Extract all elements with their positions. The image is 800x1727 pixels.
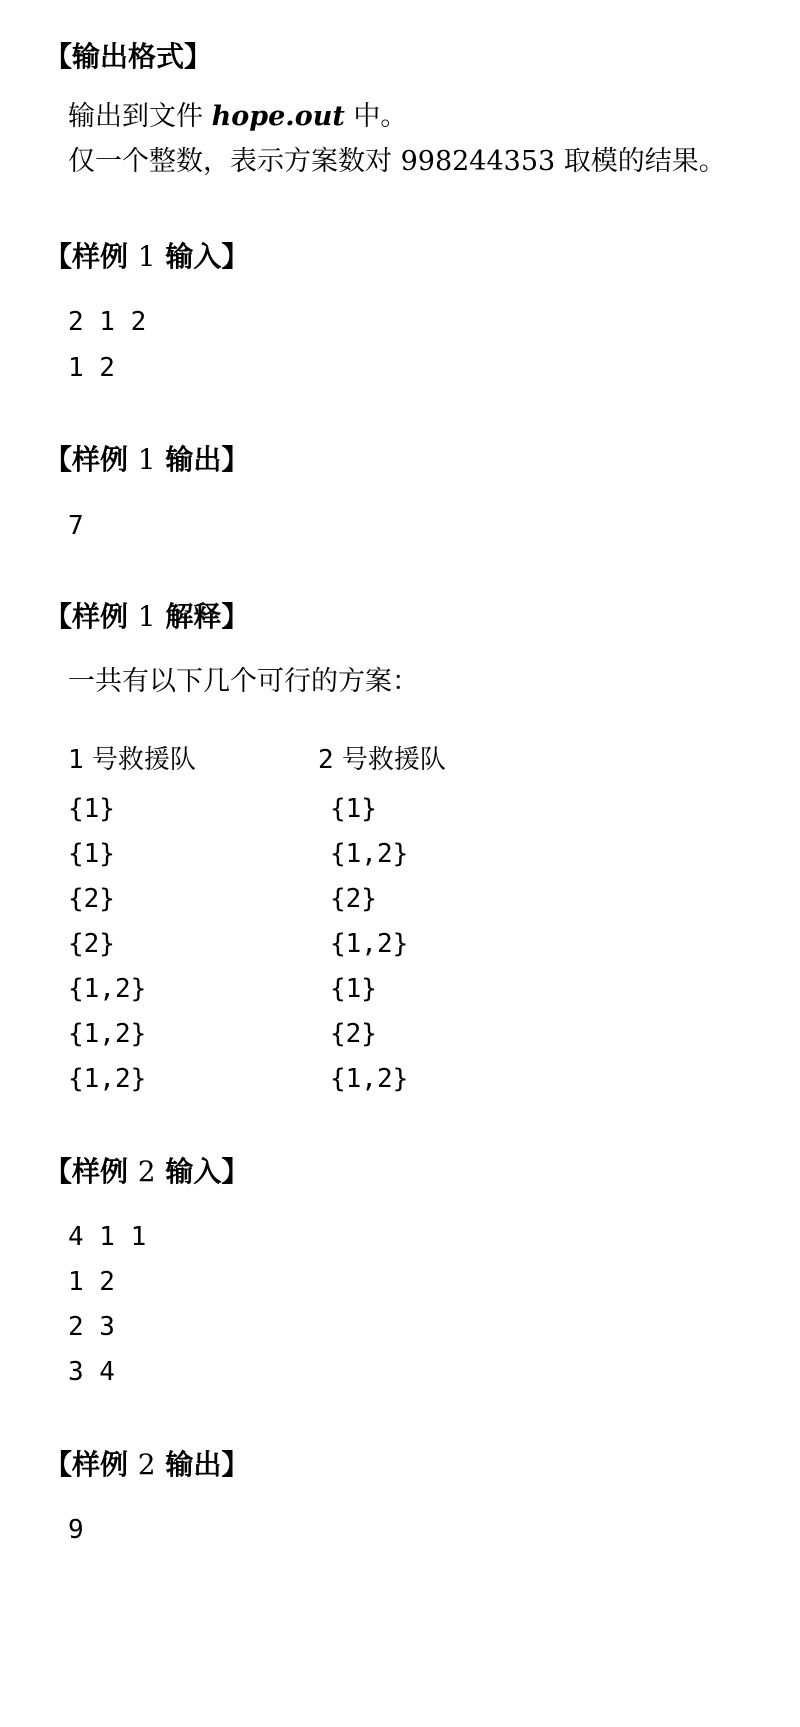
sample2-input-line: 2 3 (68, 1312, 115, 1342)
output-file-name: hope.out (211, 101, 345, 132)
team2-header-text: 号救援队 (333, 745, 446, 775)
sample2-input-heading-suffix: 输入】 (155, 1155, 250, 1188)
output-format-line1-suffix: 中。 (344, 101, 408, 132)
sample1-output-heading-suffix: 输出】 (155, 443, 250, 476)
team1-column-header (68, 744, 196, 776)
sample2-input-heading (44, 1155, 249, 1189)
sample2-input-line: 3 4 (68, 1357, 115, 1387)
sample1-input-heading-num: 1 (137, 240, 156, 273)
sample1-output-heading-prefix: 【样例 (44, 443, 138, 476)
output-format-heading: 【输出格式】 (44, 40, 213, 73)
team1-header-text: 号救援队 (83, 745, 196, 775)
team2-header-num: 2 (318, 745, 334, 775)
sample2-input-line: 4 1 1 (68, 1222, 147, 1252)
plan-team1-cell: {2} (68, 884, 115, 914)
sample1-explain-intro: 一共有以下几个可行的方案： (68, 666, 419, 697)
plan-team2-cell: {1,2} (330, 929, 409, 959)
team1-header-num: 1 (68, 745, 84, 775)
sample1-input-heading-suffix: 输入】 (155, 240, 250, 273)
sample1-output-heading (44, 443, 249, 477)
sample2-output-heading (44, 1448, 249, 1482)
sample1-output-heading-num: 1 (137, 443, 156, 476)
sample1-explain-heading-prefix: 【样例 (44, 600, 138, 633)
plan-team2-cell: {1} (330, 794, 377, 824)
output-format-line1-prefix: 输出到文件 (68, 101, 212, 132)
plan-team2-cell: {2} (330, 884, 377, 914)
plan-team1-cell: {1,2} (68, 1019, 147, 1049)
plan-team1-cell: {2} (68, 929, 115, 959)
sample2-input-heading-prefix: 【样例 (44, 1155, 138, 1188)
plan-team1-cell: {1,2} (68, 1064, 147, 1094)
plan-team2-cell: {2} (330, 1019, 377, 1049)
sample2-output-line: 9 (68, 1515, 84, 1545)
plan-team2-cell: {1} (330, 974, 377, 1004)
sample1-input-line: 1 2 (68, 353, 115, 383)
sample1-input-heading (44, 240, 249, 274)
sample2-output-heading-prefix: 【样例 (44, 1448, 138, 1481)
plan-team1-cell: {1} (68, 794, 115, 824)
output-format-line1 (68, 101, 407, 133)
plan-team1-cell: {1} (68, 839, 115, 869)
plan-team1-cell: {1,2} (68, 974, 147, 1004)
sample1-input-line: 2 1 2 (68, 307, 147, 337)
sample1-input-heading-prefix: 【样例 (44, 240, 138, 273)
sample1-explain-heading-suffix: 解释】 (155, 600, 250, 633)
sample1-explain-heading (44, 600, 249, 634)
sample1-output-line: 7 (68, 511, 84, 541)
plan-team2-cell: {1,2} (330, 839, 409, 869)
sample2-input-heading-num: 2 (137, 1155, 156, 1188)
sample2-output-heading-num: 2 (137, 1448, 156, 1481)
plan-team2-cell: {1,2} (330, 1064, 409, 1094)
sample2-output-heading-suffix: 输出】 (155, 1448, 250, 1481)
team2-column-header (318, 744, 446, 776)
sample1-explain-heading-num: 1 (137, 600, 156, 633)
sample2-input-line: 1 2 (68, 1267, 115, 1297)
output-format-line2: 仅一个整数，表示方案数对 998244353 取模的结果。 (68, 146, 726, 177)
